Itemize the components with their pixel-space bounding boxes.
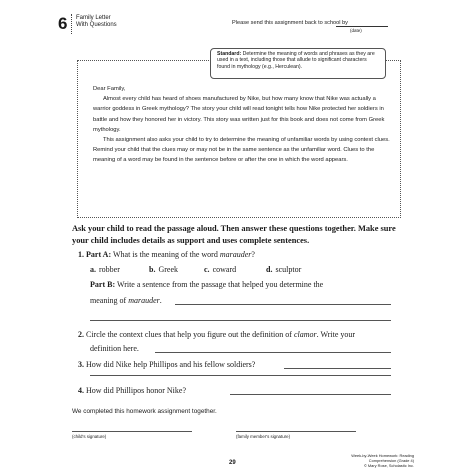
family-letter	[93, 84, 393, 166]
question-2	[78, 330, 355, 339]
family-signature-line[interactable]	[236, 431, 356, 432]
choice-letter: b.	[149, 265, 156, 274]
choice-text: Greek	[158, 265, 178, 274]
choice-letter: c.	[204, 265, 210, 274]
question-text: What is the meaning of the word	[112, 250, 218, 259]
question-3	[78, 360, 255, 369]
vocabulary-word: marauder	[128, 296, 160, 305]
child-signature-label: (child's signature)	[72, 434, 107, 439]
due-date-blank[interactable]	[336, 26, 388, 27]
punctuation: .	[159, 296, 162, 305]
standard-box	[210, 48, 386, 79]
letter-greeting: Dear Family,	[93, 86, 126, 92]
completion-statement: We completed this homework assignment together.	[72, 408, 217, 415]
credit-line	[330, 453, 414, 468]
family-signature-label: (family member's signature)	[236, 434, 291, 439]
question-number: 4.	[78, 386, 84, 395]
answer-line[interactable]	[175, 304, 391, 305]
credit-line-2: © Mary Rose, Scholastic Inc.	[363, 463, 414, 468]
lesson-title-line1: Family Letter	[76, 15, 111, 21]
answer-line[interactable]	[155, 352, 391, 353]
part-label: Part A:	[86, 250, 112, 259]
choice-text: sculptor	[275, 265, 302, 274]
lesson-title	[76, 15, 136, 29]
question-text: Write a sentence from the passage that helped you determine the	[116, 280, 324, 289]
letter-paragraph-2: This assignment also asks your child to try to determine the meaning of unfamiliar words by using context clues. Remind your child that the clues may or may not be in the same sentence as the unfamiliar word. Clues to the meaning of a word may be found in the sentence before or after the one in which the word appears.	[93, 137, 390, 164]
lesson-title-line2: With Questions	[76, 22, 117, 28]
choice-text: robber	[99, 265, 120, 274]
answer-line[interactable]	[90, 320, 391, 321]
question-text: meaning of	[90, 296, 127, 305]
choice-b[interactable]	[149, 265, 178, 274]
choice-letter: d.	[266, 265, 273, 274]
date-label: (date)	[350, 28, 362, 33]
question-text: Circle the context clues that help you figure out the definition of	[86, 330, 292, 339]
vocabulary-word: clamor	[293, 330, 317, 339]
letter-paragraph-1: Almost every child has heard of shoes manufactured by Nike, but how many know that Nike was actually a warrior goddess in Greek mythology? The story your child will read tonight tells how Nike protected her soldiers in battle and how they honored her in victory. This story was written just for this book and does not come from Greek mythology.	[93, 96, 385, 133]
choice-d[interactable]	[266, 265, 301, 274]
answer-line[interactable]	[284, 368, 391, 369]
question-1-part-b	[90, 280, 323, 289]
question-text: How did Nike help Phillipos and his fellow soldiers?	[86, 360, 256, 369]
choice-a[interactable]	[90, 265, 120, 274]
lesson-number: 6	[58, 14, 68, 33]
choice-letter: a.	[90, 265, 96, 274]
child-signature-line[interactable]	[72, 431, 192, 432]
question-1-part-a	[78, 250, 255, 259]
question-2-line2: definition here.	[90, 344, 139, 353]
question-text: . Write your	[316, 330, 356, 339]
standard-label: Standard:	[217, 51, 242, 57]
header-divider	[71, 14, 72, 34]
standard-text: Determine the meaning of words and phrases as they are used in a text, including those that allude to significant characters found in mythology (e.g., Herculean).	[217, 51, 375, 70]
question-4	[78, 386, 186, 395]
send-back-instruction: Please send this assignment back to school by	[232, 20, 348, 26]
choice-c[interactable]	[204, 265, 236, 274]
answer-line[interactable]	[90, 375, 391, 376]
question-text: How did Phillipos honor Nike?	[86, 386, 186, 395]
vocabulary-word: marauder	[219, 250, 252, 259]
part-label: Part B:	[90, 280, 116, 289]
punctuation: ?	[251, 250, 255, 259]
page-number: 29	[229, 460, 236, 466]
instructions: Ask your child to read the passage aloud. Then answer these questions together. Make sure your child includes details as support and uses complete sentences.	[72, 224, 396, 245]
question-1-part-b-line2	[90, 296, 162, 305]
choice-text: coward	[212, 265, 237, 274]
answer-line[interactable]	[230, 394, 391, 395]
credit-line-1: Week-by-Week Homework: Reading Comprehension (Grade 4)	[351, 453, 414, 463]
question-number: 1.	[78, 250, 84, 259]
question-number: 3.	[78, 360, 84, 369]
question-number: 2.	[78, 330, 84, 339]
